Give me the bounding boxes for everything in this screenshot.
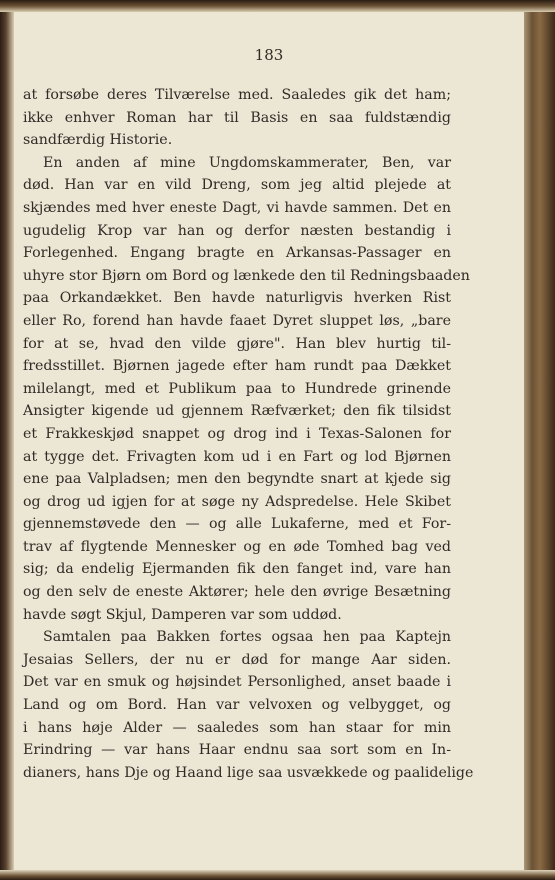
text-line: i hans høje Alder — saaledes som han staar for min	[23, 719, 451, 736]
text-line: uhyre stor Bjørn om Bord og lænkede den til Redningsbaaden	[23, 267, 470, 284]
text-line: ikke enhver Roman har til Basis en saa fuldstændig	[23, 109, 451, 126]
book-page	[14, 12, 524, 870]
text-line: paa Orkandækket. Ben havde naturligvis hverken Rist	[23, 290, 451, 307]
text-line: gjennemstøvede den — og alle Lukaferne, med et For-	[23, 516, 451, 533]
text-line: trav af flygtende Mennesker og en øde Tomhed bag ved	[23, 538, 451, 555]
text-line: at forsøbe deres Tilværelse med. Saaledes gik det ham;	[23, 87, 451, 103]
text-line: død. Han var en vild Dreng, som jeg altid plejede at	[23, 177, 451, 194]
text-line: for at se, hvad den vilde gjøre". Han blev hurtig til-	[23, 335, 451, 352]
text-line: milelangt, med et Publikum paa to Hundrede grinende	[23, 380, 451, 397]
page-bottom-edge	[0, 870, 555, 880]
text-line: Ansigter kigende ud gjennem Ræfværket; den fik tilsidst	[23, 403, 451, 420]
text-line: Land og om Bord. Han var velvoxen og velbygget, og	[23, 697, 451, 714]
text-line: og den selv de eneste Aktører; hele den øvrige Besætning	[23, 584, 451, 601]
text-line: eller Ro, forend han havde faaet Dyret sluppet løs, „bare	[23, 312, 451, 329]
text-line: havde søgt Skjul, Damperen var som uddød.	[23, 606, 342, 623]
text-line: Jesaias Sellers, der nu er død for mange Aar siden.	[23, 651, 451, 668]
page-top-edge	[0, 0, 555, 12]
text-line: sig; da endelig Ejermanden fik den fanget ind, vare han	[23, 561, 451, 578]
text-line: Samtalen paa Bakken fortes ogsaa hen paa Kaptejn	[43, 629, 451, 646]
text-line: Forlegenhed. Engang bragte en Arkansas-Passager en	[23, 245, 451, 262]
text-line: ene paa Valpladsen; men den begyndte snart at kjede sig	[23, 471, 451, 488]
text-line: Det var en smuk og højsindet Personlighed, anset baade i	[23, 674, 451, 691]
text-line: skjændes med hver eneste Dagt, vi havde sammen. Det en	[23, 199, 451, 216]
text-line: sandfærdig Historie.	[23, 132, 173, 149]
body-text	[23, 84, 474, 784]
text-line: En anden af mine Ungdomskammerater, Ben, var	[43, 154, 451, 171]
text-line: Erindring — var hans Haar endnu saa sort som en In-	[23, 742, 451, 759]
text-line: dianers, hans Dje og Haand lige saa usvækkede og paalidelige	[23, 764, 474, 781]
text-line: et Frakkeskjød snappet og drog ind i Texas-Salonen for	[23, 425, 451, 442]
text-line: fredsstillet. Bjørnen jagede efter ham rundt paa Dækket	[23, 358, 451, 375]
text-line: ugudelig Krop var han og derfor næsten bestandig i	[23, 222, 451, 239]
text-line: og drog ud igjen for at søge ny Adspredelse. Hele Skibet	[23, 493, 451, 510]
text-line: at tygge det. Frivagten kom ud i en Fart og lod Bjørnen	[23, 448, 451, 465]
page-number: 183	[254, 46, 284, 64]
